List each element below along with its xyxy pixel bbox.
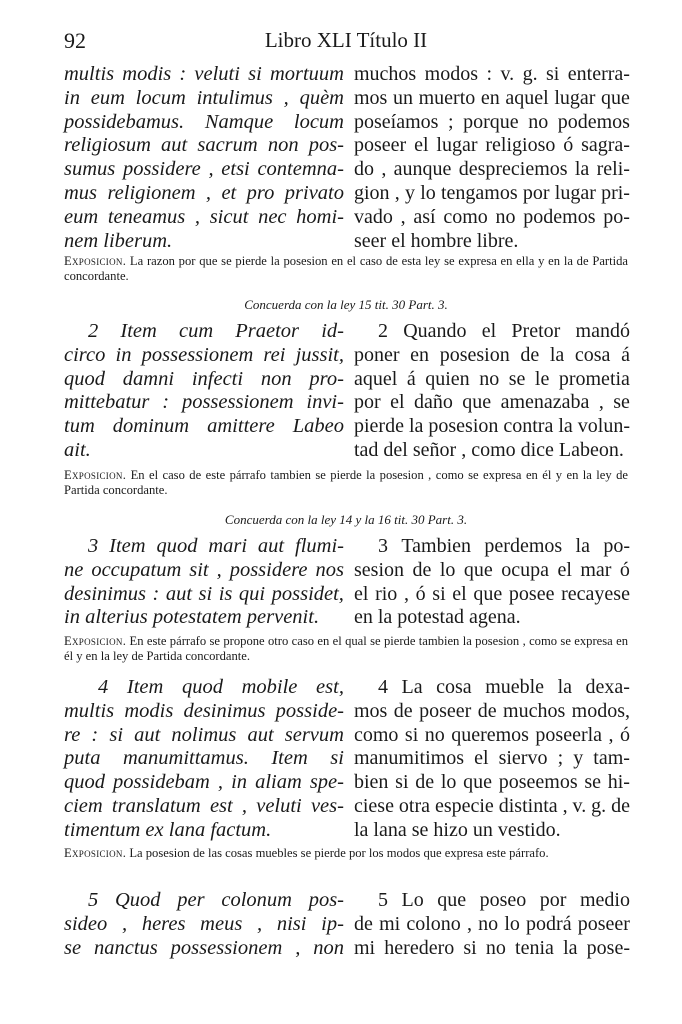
latin-text (64, 889, 344, 960)
text-line: 5 Quod per colonum pos- (88, 889, 344, 911)
text-line: sideo , heres meus , nisi ip- (64, 912, 344, 935)
text-line: tum dominum amittere Labeo (64, 415, 344, 438)
text-line: de mi colono , no lo podrá poseer (354, 912, 630, 935)
text-line: se nanctus possessionem , non (64, 936, 344, 959)
text-line: por el daño que amenazaba , se (354, 391, 630, 414)
page-header (64, 28, 628, 58)
text-line: ciem translatum est , veluti ves- (64, 794, 344, 817)
text-line: in eum locum intulimus , quèm (64, 86, 344, 109)
latin-text (64, 63, 344, 253)
exposicion-label: Exposicion. (64, 634, 127, 648)
text-line: 4 La cosa mueble la dexa- (378, 676, 630, 698)
text-line: mus religionem , et pro privato (64, 181, 344, 204)
text-line: muchos modos : v. g. si enterra- (354, 63, 630, 85)
text-line: el rio , ó si el que posee recayese (354, 582, 630, 605)
text-line: quod possidebam , in aliam spe- (64, 771, 344, 794)
text-line: aquel á quien no se le prometia (354, 367, 630, 390)
text-line: 2 Item cum Praetor id- (88, 320, 344, 342)
running-title: Libro XLI Título II (264, 28, 428, 52)
text-line: 5 Lo que poseo por medio (378, 889, 630, 911)
text-line: bien si de lo que poseemos se hi- (354, 771, 630, 794)
text-line: seer el hombre libre. (354, 229, 519, 252)
text-line: nem liberum. (64, 229, 173, 252)
exposicion-label: Exposicion. (64, 254, 127, 268)
exposicion-label: Exposicion. (64, 846, 127, 860)
text-line: mi heredero si no tenia la pose- (354, 936, 630, 959)
text-line: desinimus : aut si is qui possidet, (64, 582, 344, 605)
text-line: sumus possidere , etsi contemna- (64, 158, 344, 181)
text-line: tad del señor , como dice Labeon. (354, 438, 624, 461)
exposicion-text: La posesion de las cosas muebles se pierde por los modos que expresa este párrafo. (129, 846, 549, 860)
text-line: circo in possessionem rei jussit, (64, 343, 344, 366)
exposicion-label: Exposicion. (64, 468, 127, 482)
page-number: 92 (64, 28, 86, 53)
spanish-text (354, 63, 630, 253)
exposicion (64, 254, 628, 283)
text-line: do , aunque despreciemos la reli- (354, 158, 630, 181)
spanish-text (354, 676, 630, 843)
text-line: ciese otra especie distinta , v. g. de (354, 794, 630, 817)
text-line: 4 Item quod mobile est, (98, 676, 344, 698)
text-line: manumitimos el siervo ; y tam- (354, 747, 630, 770)
spanish-text (354, 320, 630, 463)
text-line: multis modis : veluti si mortuum (64, 63, 344, 85)
text-line: ait. (64, 438, 91, 461)
exposicion-text: La razon por que se pierde la posesion en el caso de esta ley se expresa en ella y en la de Partida concordante. (64, 254, 628, 283)
text-line: vado , así como no podemos po- (354, 205, 630, 228)
latin-text (64, 535, 344, 630)
spanish-text (354, 535, 630, 630)
text-line: religiosum aut sacrum non pos- (64, 134, 344, 157)
text-line: como si no queremos poseerla , ó (354, 723, 630, 746)
text-line: gion , y lo tengamos por lugar pri- (354, 181, 630, 204)
text-line: eum teneamus , sicut nec homi- (64, 205, 344, 228)
text-line: poseer el lugar religioso ó sagra- (354, 134, 630, 157)
text-line: 3 Tambien perdemos la po- (378, 535, 630, 557)
text-line: possidebamus. Namque locum (64, 110, 344, 133)
text-line: poseíamos ; porque no podemos (354, 110, 630, 133)
exposicion (64, 846, 628, 861)
text-line: sesion de lo que ocupa el mar ó (354, 558, 630, 581)
exposicion-text: En este párrafo se propone otro caso en el qual se pierde tambien la posesion , como se expresa en él y en la ley de Partida concordante. (64, 634, 628, 663)
text-line: en la potestad agena. (354, 606, 521, 629)
text-line: re : si aut nolimus aut servum (64, 723, 344, 746)
concuerda-note: Concuerda con la ley 14 y la 16 tit. 30 Part. 3. (224, 512, 468, 527)
text-line: multis modis desinimus posside- (64, 699, 344, 722)
text-line: timentum ex lana factum. (64, 818, 272, 841)
spanish-text (354, 889, 630, 960)
text-line: 3 Item quod mari aut flumi- (88, 535, 344, 557)
exposicion (64, 468, 628, 497)
exposicion-text: En el caso de este párrafo tambien se pierde la posesion , como se expresa en él y en la ley de Partida concordante. (64, 468, 628, 497)
latin-text (64, 676, 344, 843)
text-line: in alterius potestatem pervenit. (64, 606, 320, 629)
text-line: ne occupatum sit , possidere nos (64, 558, 344, 581)
text-line: la lana se hizo un vestido. (354, 818, 561, 841)
text-line: mos un muerto en aquel lugar que (354, 86, 630, 109)
text-line: poner en posesion de la cosa á (354, 343, 630, 366)
concuerda-note: Concuerda con la ley 15 tit. 30 Part. 3. (244, 297, 448, 312)
text-line: puta manumittamus. Item si (64, 747, 344, 770)
text-line: pierde la posesion contra la volun- (354, 415, 630, 438)
text-line: 2 Quando el Pretor mandó (378, 320, 630, 342)
exposicion (64, 634, 628, 663)
text-line: mos de poseer de muchos modos, (354, 699, 630, 722)
text-line: mittebatur : possessionem invi- (64, 391, 344, 414)
text-line: quod damni infecti non pro- (64, 367, 344, 390)
latin-text (64, 320, 344, 463)
